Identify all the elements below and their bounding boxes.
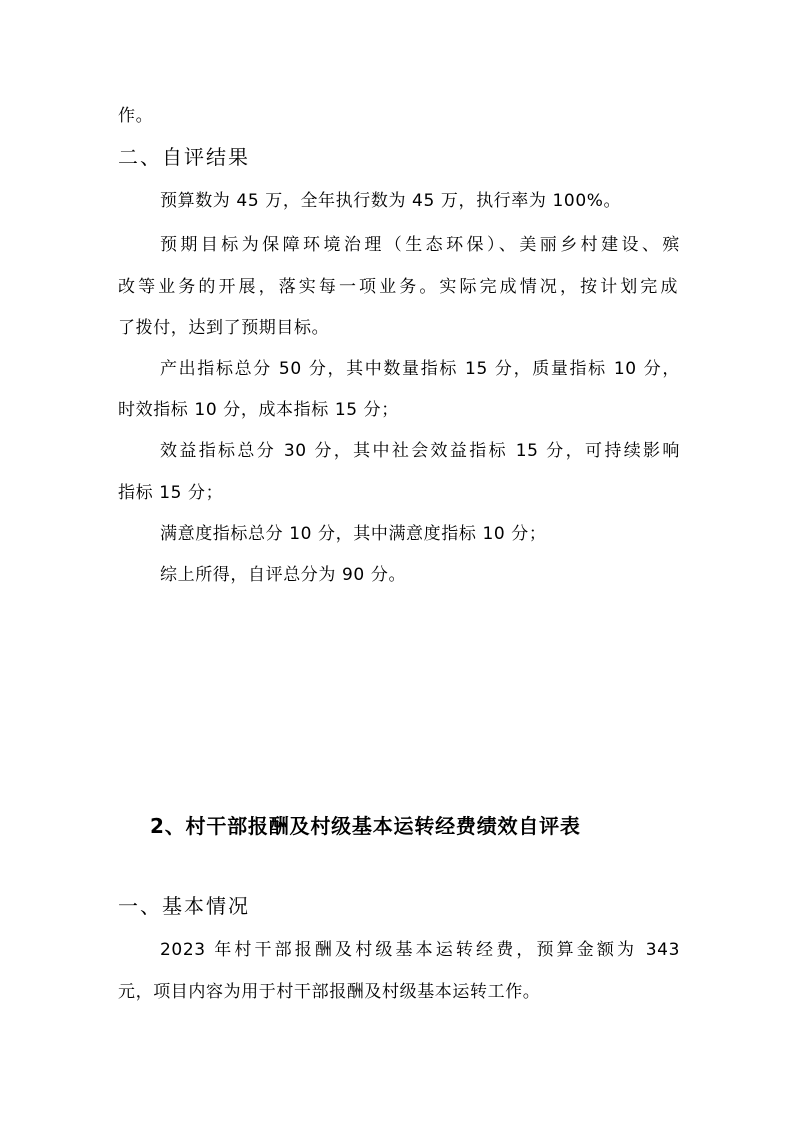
output-indicator-line-2: 时效指标 10 分，成本指标 15 分； xyxy=(118,400,399,420)
document-title-village-cadre-expense: 2、村干部报酬及村级基本运转经费绩效自评表 xyxy=(150,814,581,838)
previous-paragraph-tail: 作。 xyxy=(118,106,154,126)
basic-situation-line-2: 元，项目内容为用于村干部报酬及村级基本运转工作。 xyxy=(118,982,541,1002)
benefit-indicator-line-1: 效益指标总分 30 分，其中社会效益指标 15 分，可持续影响 xyxy=(160,441,680,461)
target-paragraph-line-2: 改等业务的开展，落实每一项业务。实际完成情况，按计划完成 xyxy=(118,277,678,297)
total-score-paragraph: 综上所得，自评总分为 90 分。 xyxy=(160,565,407,585)
target-paragraph-line-1: 预期目标为保障环境治理（生态环保）、美丽乡村建设、殡 xyxy=(160,235,680,255)
section-heading-self-evaluation-result: 二、自评结果 xyxy=(118,145,250,169)
basic-situation-line-1: 2023 年村干部报酬及村级基本运转经费，预算金额为 343 xyxy=(160,940,680,960)
output-indicator-line-1: 产出指标总分 50 分，其中数量指标 15 分，质量指标 10 分， xyxy=(160,359,680,379)
target-paragraph-line-3: 了拨付，达到了预期目标。 xyxy=(118,318,330,338)
budget-execution-paragraph: 预算数为 45 万，全年执行数为 45 万，执行率为 100%。 xyxy=(160,191,622,211)
section-heading-basic-situation: 一、基本情况 xyxy=(118,894,250,918)
satisfaction-indicator-paragraph: 满意度指标总分 10 分，其中满意度指标 10 分； xyxy=(160,524,547,544)
benefit-indicator-line-2: 指标 15 分； xyxy=(118,483,224,503)
